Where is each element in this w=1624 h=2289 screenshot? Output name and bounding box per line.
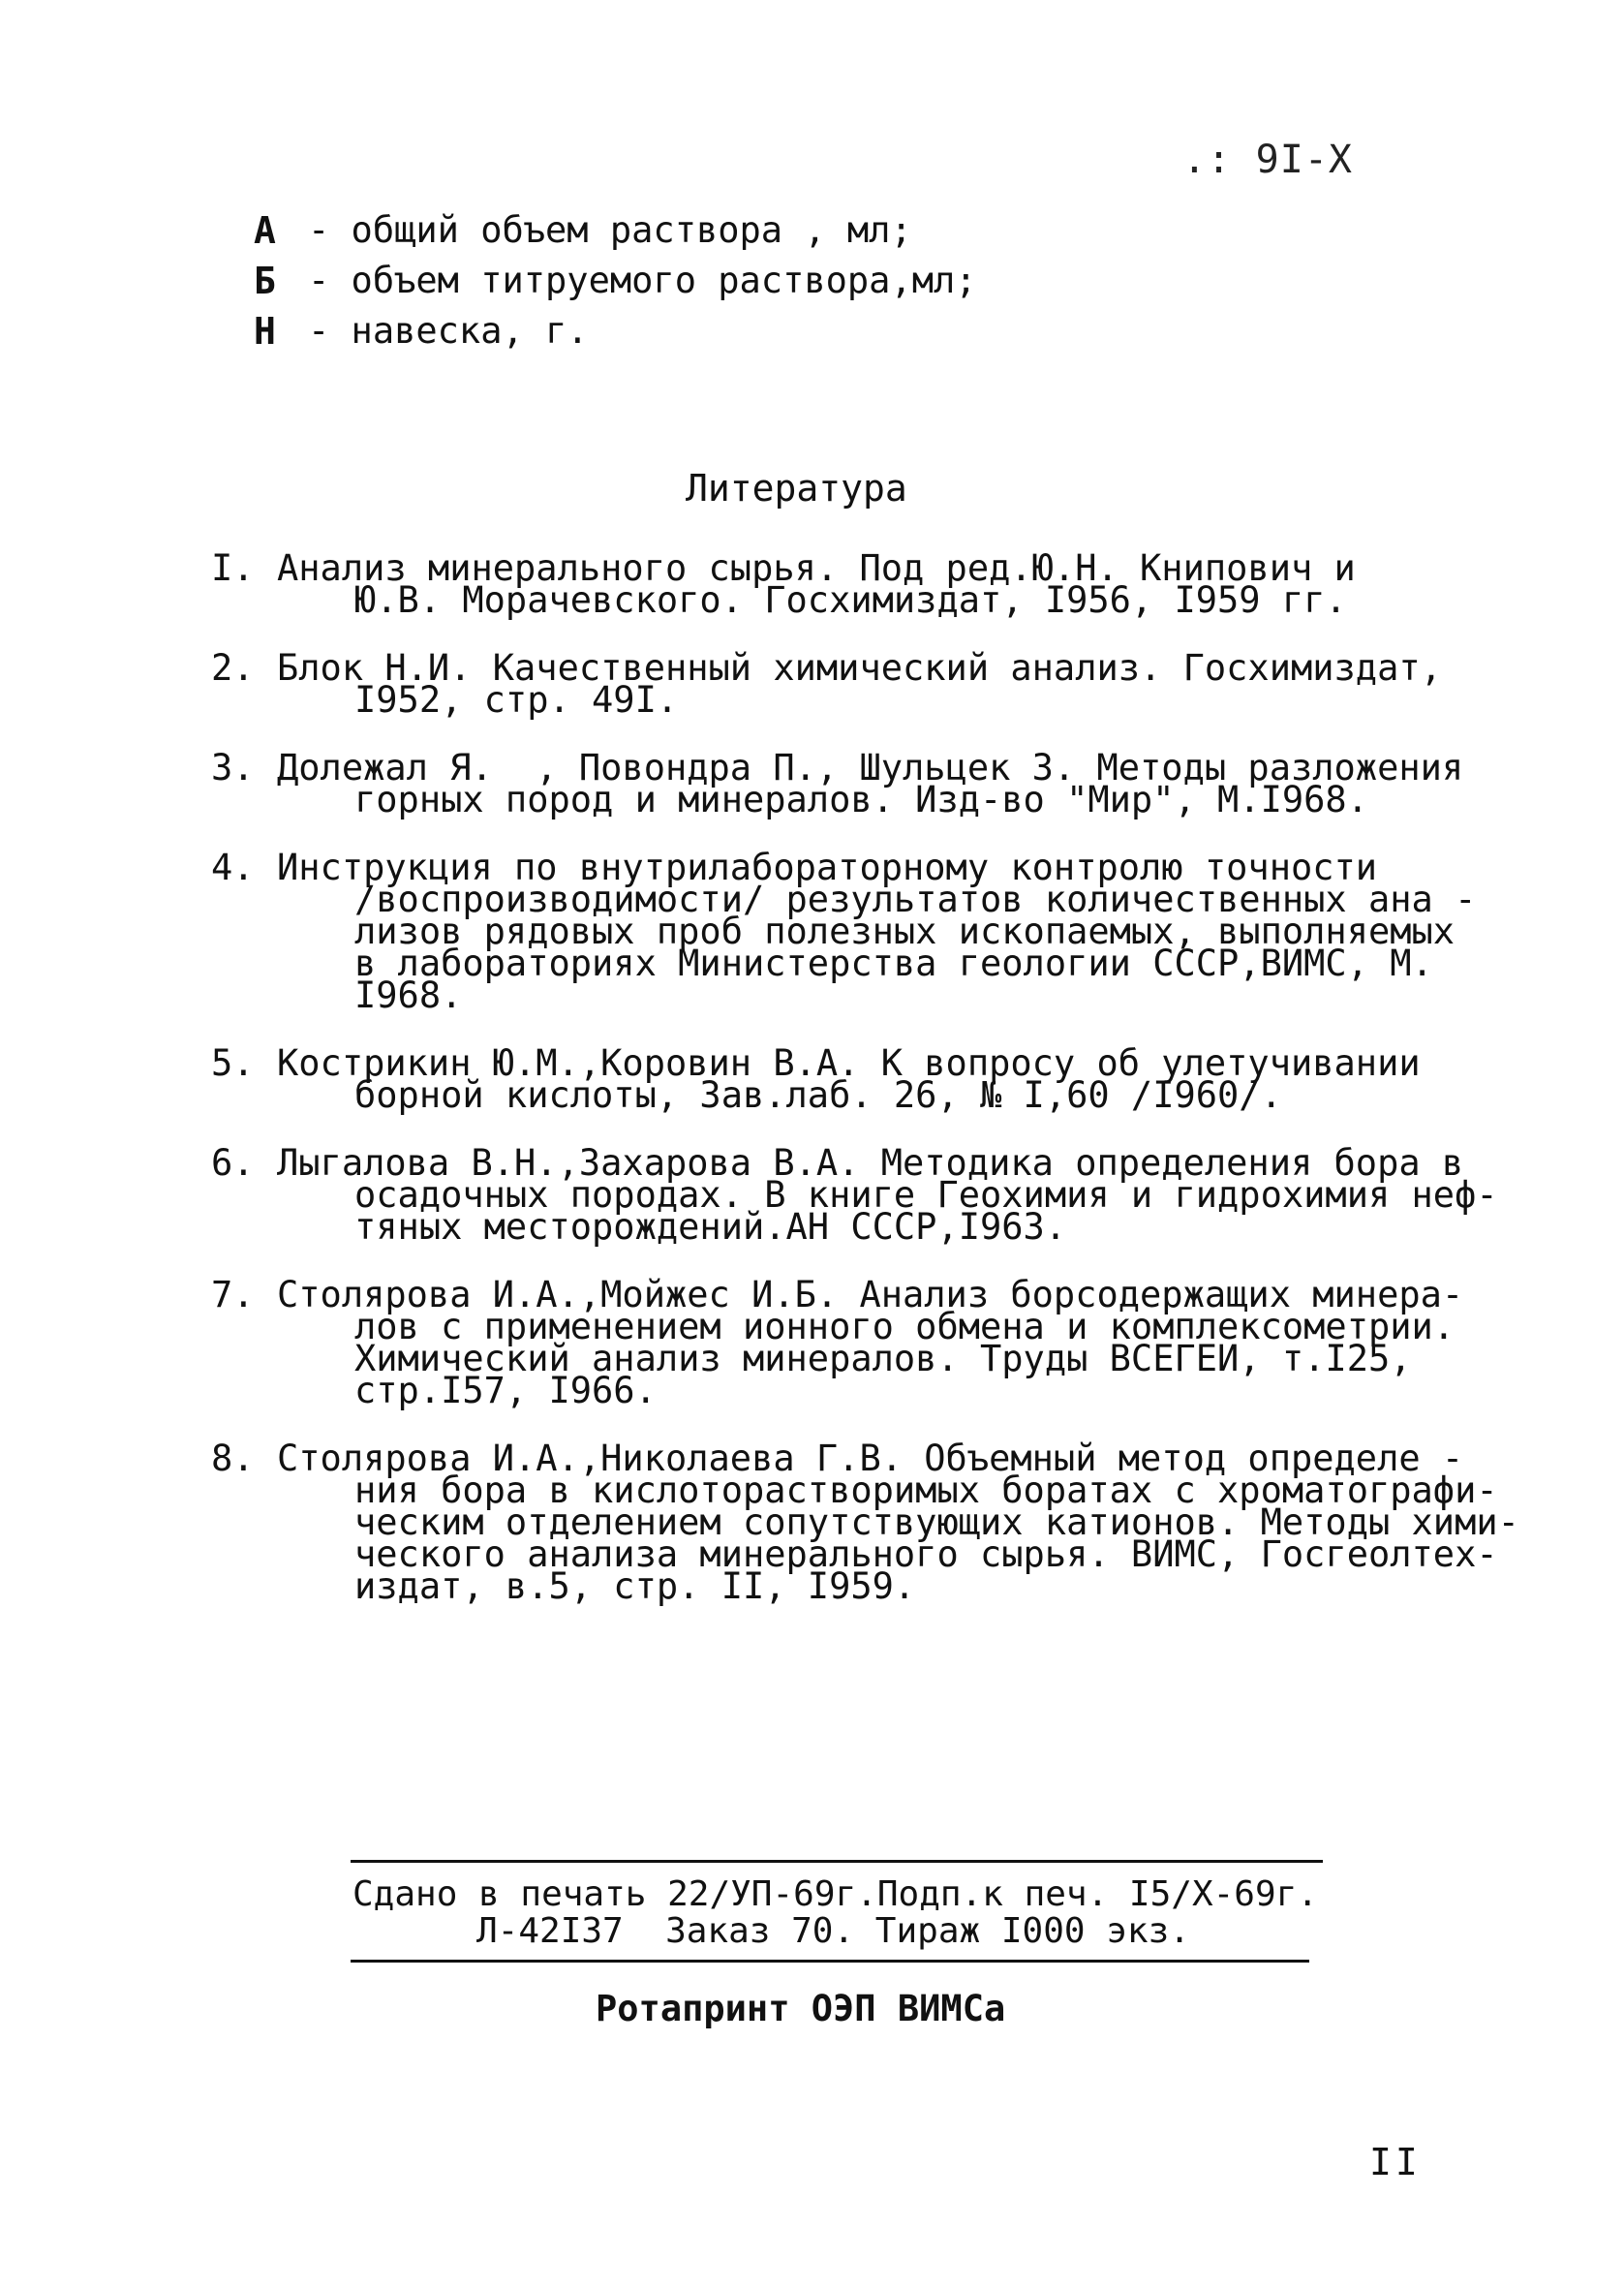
document-code: .: 9I-X bbox=[1182, 138, 1353, 182]
definition-symbol: Н bbox=[254, 310, 276, 353]
reference-line: Химический анализ минералов. Труды ВСЕГЕИ, т.I25, bbox=[354, 1338, 1412, 1379]
reference-line: в лабораториях Министерства геологии СССР,ВИМС, М. bbox=[354, 943, 1433, 984]
reference-text bbox=[277, 1274, 1470, 1411]
definition-text: - навеска, г. bbox=[308, 310, 589, 352]
definition-symbol: А bbox=[254, 209, 276, 252]
reference-number: 3. bbox=[211, 747, 255, 789]
reference-list bbox=[211, 547, 1519, 1638]
reference-line: Долежал Я. , Повондра П., Шульцек З. Методы разложения bbox=[277, 747, 1464, 789]
reference-number: 2. bbox=[211, 647, 255, 689]
reference-line: лов с применением ионного обмена и комплексометрии. bbox=[354, 1306, 1455, 1347]
reference-number: 5. bbox=[211, 1042, 255, 1084]
reference-item bbox=[211, 1042, 1470, 1116]
printer-name: Ротапринт ОЭП ВИМСа bbox=[596, 1988, 1006, 2029]
reference-line: I952, стр. 49I. bbox=[354, 679, 679, 721]
reference-line: стр.I57, I966. bbox=[354, 1370, 657, 1411]
reference-line: ческого анализа минерального сырья. ВИМС, Госгеолтех- bbox=[354, 1533, 1498, 1575]
reference-item bbox=[211, 1274, 1470, 1411]
definition-text: - общий объем раствора , мл; bbox=[308, 209, 912, 251]
definition-symbol: Б bbox=[254, 260, 276, 302]
reference-item bbox=[211, 847, 1477, 1016]
reference-line: Инструкция по внутрилабораторному контролю точности bbox=[277, 847, 1378, 888]
reference-line: горных пород и минералов. Изд-во "Мир", М.I968. bbox=[354, 779, 1368, 820]
literature-heading: Литература bbox=[686, 467, 907, 510]
imprint-text bbox=[351, 1863, 1319, 1950]
reference-number: 7. bbox=[211, 1274, 255, 1315]
reference-line: Столярова И.А.,Николаева Г.В. Объемный метод определе - bbox=[277, 1438, 1464, 1479]
reference-line: Блок Н.И. Качественный химический анализ. Госхимиздат, bbox=[277, 647, 1442, 689]
page-number: II bbox=[1369, 2141, 1422, 2183]
reference-line: Столярова И.А.,Мойжес И.Б. Анализ борсодержащих минера- bbox=[277, 1274, 1464, 1315]
reference-line: Лыгалова В.Н.,Захарова В.А. Методика определения бора в bbox=[277, 1142, 1464, 1184]
reference-text bbox=[277, 1142, 1498, 1248]
reference-item bbox=[211, 547, 1470, 621]
reference-text bbox=[277, 747, 1470, 820]
definition-row bbox=[254, 205, 977, 256]
reference-item bbox=[211, 747, 1470, 820]
reference-text bbox=[277, 1438, 1519, 1607]
reference-line: осадочных породах. В книге Геохимия и гидрохимия неф- bbox=[354, 1174, 1498, 1216]
reference-text bbox=[277, 847, 1477, 1016]
reference-line: тяных месторождений.АН СССР,I963. bbox=[354, 1206, 1067, 1248]
reference-line: Кострикин Ю.М.,Коровин В.А. К вопросу об улетучивании bbox=[277, 1042, 1421, 1084]
reference-line: лизов рядовых проб полезных ископаемых, выполняемых bbox=[354, 911, 1455, 952]
reference-line: Анализ минерального сырья. Под ред.Ю.Н. Книпович и bbox=[277, 547, 1356, 589]
reference-line: борной кислоты, Зав.лаб. 26, № I,60 /I960/. bbox=[354, 1074, 1282, 1116]
reference-number: 6. bbox=[211, 1142, 255, 1184]
reference-item bbox=[211, 1142, 1498, 1248]
reference-line: /воспроизводимости/ результатов количественных ана - bbox=[354, 879, 1477, 920]
reference-text bbox=[277, 1042, 1470, 1116]
reference-line: ния бора в кислоторастворимых боратах с хроматографи- bbox=[354, 1469, 1498, 1511]
variable-definitions bbox=[254, 205, 977, 356]
print-imprint bbox=[351, 1860, 1319, 1963]
reference-number: 4. bbox=[211, 847, 255, 888]
reference-line: ческим отделением сопутствующих катионов. Методы хими- bbox=[354, 1501, 1519, 1543]
imprint-bottom-rule bbox=[351, 1960, 1309, 1963]
reference-number: 8. bbox=[211, 1438, 255, 1479]
definition-row bbox=[254, 306, 977, 356]
imprint-line: Сдано в печать 22/УП-69г.Подп.к печ. I5/X-69г. bbox=[352, 1874, 1318, 1914]
definition-row bbox=[254, 256, 977, 306]
reference-text bbox=[277, 647, 1470, 721]
imprint-line: Л-42I37 Заказ 70. Тираж I000 экз. bbox=[476, 1911, 1190, 1951]
definition-text: - объем титруемого раствора,мл; bbox=[308, 260, 977, 301]
reference-line: I968. bbox=[354, 974, 463, 1016]
reference-line: Ю.В. Морачевского. Госхимиздат, I956, I959 гг. bbox=[354, 579, 1347, 621]
reference-item bbox=[211, 647, 1470, 721]
reference-text bbox=[277, 547, 1470, 621]
reference-number: I. bbox=[211, 547, 255, 589]
reference-item bbox=[211, 1438, 1519, 1607]
reference-line: издат, в.5, стр. II, I959. bbox=[354, 1565, 916, 1607]
